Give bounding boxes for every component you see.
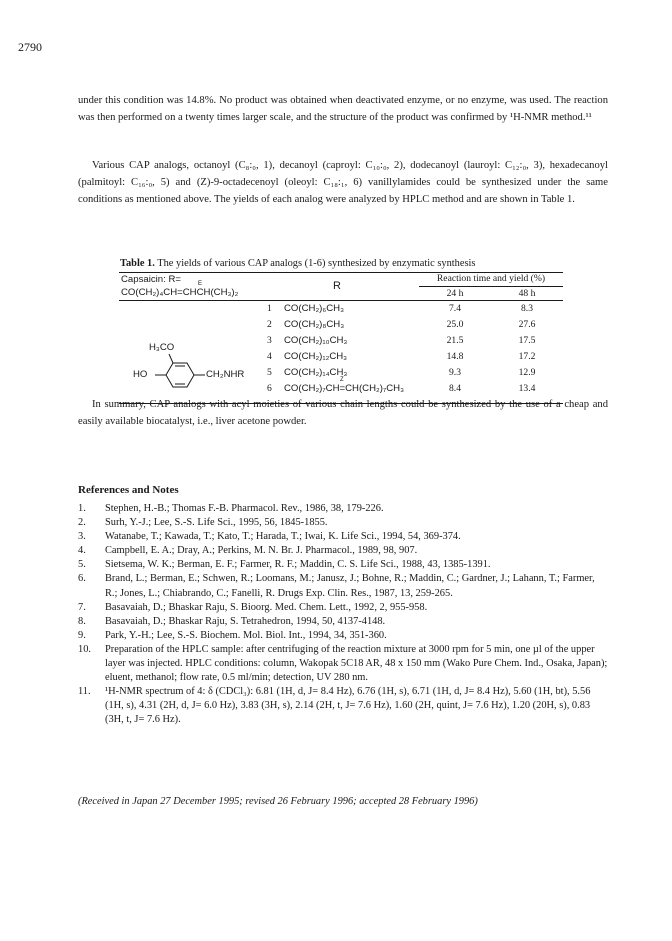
reference-item xyxy=(78,558,608,572)
table-yield-rule xyxy=(419,286,563,287)
reference-number: 11. xyxy=(78,686,91,698)
reference-number: 5. xyxy=(78,559,86,571)
references-list xyxy=(78,502,608,728)
references-heading: References and Notes xyxy=(78,484,179,496)
yield-48h: 12.9 xyxy=(518,367,536,378)
paragraph-results: under this condition was 14.8%. No product was obtained when deactivated enzyme, or no enzyme, was used. The reaction was then performed on a twenty times larger scale, and the structure of the product was confirmed by ¹H-NMR method.¹¹ xyxy=(78,95,608,124)
reference-item xyxy=(78,516,608,530)
yields-table xyxy=(119,272,563,404)
yield-48h: 17.2 xyxy=(518,351,536,362)
capsaicin-label: Capsaicin: R= xyxy=(121,274,181,285)
reference-text: ¹H-NMR spectrum of 4: δ (CDCl₃): 6.81 (1H, d, J= 8.4 Hz), 6.76 (1H, s), 6.71 (1H, d, J= 8.4 Hz), 5.60 (1H, bt), 5.56 (1H, s), 4.31 (2H, d, J= 6.0 Hz), 3.83 (3H, s), 2.14 (2H, t, J= 7.6 Hz), 1.60 (2H, quint, J= 7.6 Hz), 1.20 (20H, s), 0.83 (3H, t, J= 7.6 Hz). xyxy=(105,686,591,726)
time-24h-header: 24 h xyxy=(446,288,464,299)
benzene-ring xyxy=(166,363,194,387)
r-group: CO(CH₂)₁₀CH₃ xyxy=(284,335,348,346)
reference-text: Sietsema, W. K.; Berman, E. F.; Farmer, R. F.; Maddin, C. S. Life Sci., 1988, 43, 1385-1391. xyxy=(105,559,491,571)
yield-24h: 21.5 xyxy=(446,335,464,346)
r-group: CO(CH₂)₈CH₃ xyxy=(284,319,345,330)
reference-number: 10. xyxy=(78,643,91,655)
yield-48h: 8.3 xyxy=(521,303,533,314)
hydroxy-label: HO xyxy=(133,369,148,380)
table-header-rule xyxy=(119,300,563,301)
compound-number: 2 xyxy=(267,319,272,330)
reference-number: 7. xyxy=(78,601,86,613)
compound-number: 5 xyxy=(267,367,272,378)
reference-item xyxy=(78,502,608,516)
methoxy-label: H₃CO xyxy=(149,342,175,353)
vanillylamine-structure xyxy=(119,302,265,402)
reference-text: Basavaiah, D.; Bhaskar Raju, S. Tetrahedron, 1994, 50, 4137-4148. xyxy=(105,615,386,627)
reference-text: Campbell, E. A.; Dray, A.; Perkins, M. N. Br. J. Pharmacol., 1989, 98, 907. xyxy=(105,545,418,557)
r-group: CO(CH₂)₆CH₃ xyxy=(284,303,344,314)
reference-number: 4. xyxy=(78,545,86,557)
reference-item xyxy=(78,572,608,600)
reference-item xyxy=(78,544,608,558)
yield-48h: 17.5 xyxy=(518,335,536,346)
r-column-header: R xyxy=(333,280,341,292)
side-chain-label: CH₂NHR xyxy=(206,369,245,380)
table-caption xyxy=(120,258,475,269)
reference-item xyxy=(78,643,608,685)
reference-number: 2. xyxy=(78,517,86,529)
r-group: CO(CH₂)₁₄CH₃ xyxy=(284,367,348,378)
paragraph-summary: In summary, CAP analogs with acyl moieties of various chain lengths could be synthesized by the use of a cheap and easily available biocatalyst, i.e., liver acetone powder. xyxy=(78,399,608,428)
reference-item xyxy=(78,530,608,544)
reference-number: 1. xyxy=(78,503,86,514)
reference-text: Park, Y.-H.; Lee, S.-S. Biochem. Mol. Biol. Int., 1994, 34, 351-360. xyxy=(105,629,387,641)
r-group: CO(CH₂)₇CH=CH(CH₂)₇CH₃ xyxy=(284,383,405,394)
e-configuration-mark: E xyxy=(198,281,203,287)
compound-number: 1 xyxy=(267,303,272,314)
compound-number: 6 xyxy=(267,383,272,394)
reference-item xyxy=(78,685,608,727)
reference-text: Brand, L.; Berman, E.; Schwen, R.; Loomans, M.; Janusz, J.; Bohne, R.; Maddin, C.; Gardner, J.; Lahann, T.; Farmer, R.; Jones, L.; Chiabrando, C.; Fanelli, R. Drugs Exp. Clin. Res., 1987, 13, 259-265. xyxy=(105,573,595,599)
received-dates: (Received in Japan 27 December 1995; revised 26 February 1996; accepted 28 February 1996) xyxy=(78,796,478,807)
yield-24h: 8.4 xyxy=(449,383,461,394)
reference-item xyxy=(78,629,608,643)
table-caption-label: Table 1. xyxy=(120,258,155,269)
reference-text: Basavaiah, D.; Bhaskar Raju, S. Bioorg. Med. Chem. Lett., 1992, 2, 955-958. xyxy=(105,601,428,613)
yield-column-header: Reaction time and yield (%) xyxy=(436,273,546,284)
reference-text: Preparation of the HPLC sample: after centrifuging of the reaction mixture at 3000 rpm for 5 min, one µl of the upper layer was injected. HPLC conditions: column, Wakopak 5C18 AR, 48 x 150 mm (Wako Pure Chem. Ind., Osaka, Japan); eluent, methanol; flow rate, 0.5 ml/min; detection, UV 280 nm. xyxy=(105,643,608,684)
r-group: CO(CH₂)₁₂CH₃ xyxy=(284,351,348,362)
yield-24h: 7.4 xyxy=(449,303,461,314)
yield-48h: 13.4 xyxy=(518,383,536,394)
reference-number: 3. xyxy=(78,531,86,543)
table-caption-text: The yields of various CAP analogs (1-6) synthesized by enzymatic synthesis xyxy=(157,258,476,269)
yield-24h: 9.3 xyxy=(449,367,461,378)
reference-item xyxy=(78,601,608,615)
page-number: 2790 xyxy=(18,40,42,54)
yield-24h: 14.8 xyxy=(446,351,464,362)
yield-24h: 25.0 xyxy=(446,319,464,330)
reference-item xyxy=(78,615,608,629)
reference-text: Stephen, H.-B.; Thomas F.-B. Pharmacol. Rev., 1986, 38, 179-226. xyxy=(105,503,384,514)
reference-number: 9. xyxy=(78,629,86,641)
yield-48h: 27.6 xyxy=(518,319,536,330)
reference-text: Watanabe, T.; Kawada, T.; Kato, T.; Harada, T.; Iwai, K. Life Sci., 1994, 54, 369-374. xyxy=(105,531,461,543)
time-48h-header: 48 h xyxy=(518,288,536,299)
reference-text: Surh, Y.-J.; Lee, S.-S. Life Sci., 1995, 56, 1845-1855. xyxy=(105,517,328,529)
compound-number: 3 xyxy=(267,335,272,346)
paragraph-analogs: Various CAP analogs, octanoyl (C₈:₀, 1), decanoyl (caproyl: C₁₀:₀, 2), dodecanoyl (lauroyl: C₁₂:₀, 3), hexadecanoyl (palmitoyl: C₁₆:₀, 5) and (Z)-9-octadecenoyl (oleoyl: C₁₈:₁, 6) vanillylamides could be synthesized under the same conditions as mentioned above. The yields of each analog were analyzed by HPLC method and are shown in Table 1. xyxy=(78,160,608,206)
capsaicin-formula: CO(CH₂)₄CH=CHCH(CH₃)₂ xyxy=(121,287,239,298)
reference-number: 8. xyxy=(78,615,86,627)
z-configuration-mark: Z xyxy=(340,377,344,383)
methoxy-bond xyxy=(169,354,173,363)
compound-number: 4 xyxy=(267,351,272,362)
reference-number: 6. xyxy=(78,573,86,585)
